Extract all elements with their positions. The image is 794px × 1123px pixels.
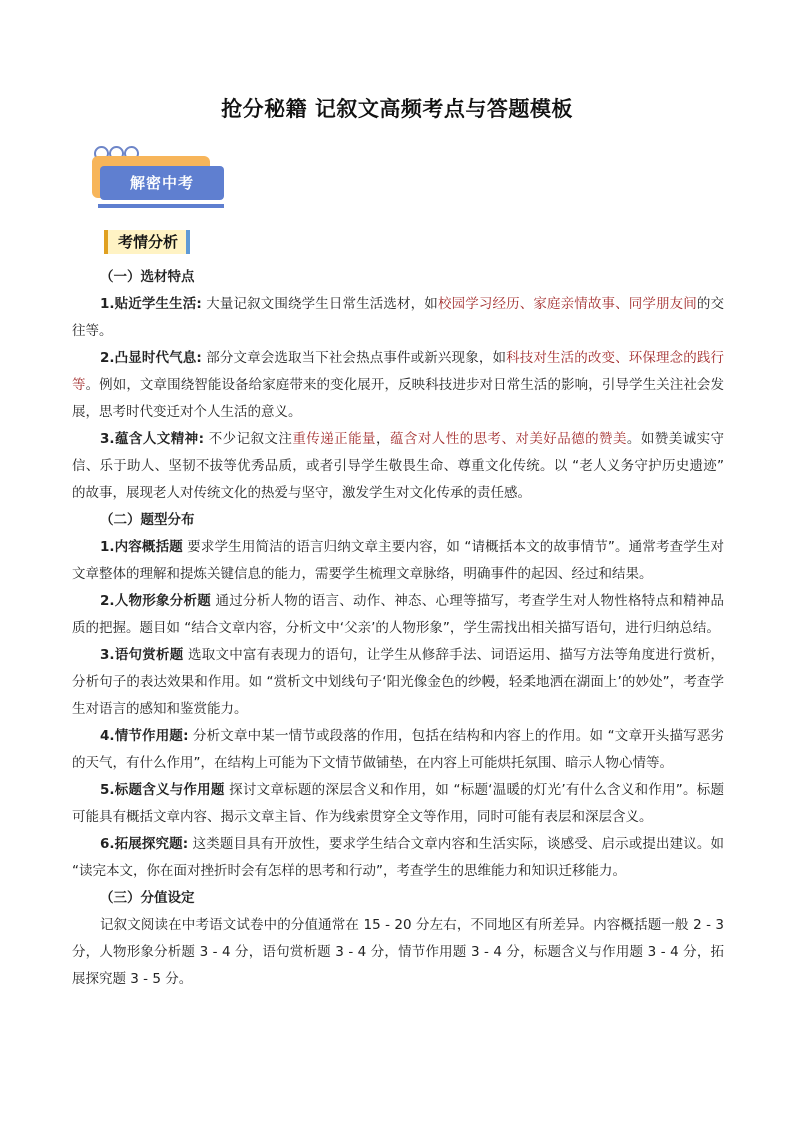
item-text: 部分文章会选取当下社会热点事件或新兴现象，如 xyxy=(201,350,507,366)
item-text: 探讨文章标题的深层含义和作用，如 “标题‘温暖的灯光’有什么含义和作用”。标题可能具有概括文章内容、揭示文章主旨、作为线索贯穿全文等作用，同时可能有表层和深层含义。 xyxy=(72,782,724,825)
subheading-score: （三）分值设定 xyxy=(100,890,195,906)
paragraph-item xyxy=(72,291,724,345)
item-text: 的交往等。 xyxy=(72,296,725,339)
paragraph-item xyxy=(72,588,724,642)
item-key: 3.语句赏析题 xyxy=(100,647,184,663)
item-text: 不少记叙文注 xyxy=(204,431,293,447)
item-text: 通过分析人物的语言、动作、神态、心理等描写，考查学生对人物性格特点和精神品质的把握。题目如 “结合文章内容，分析文中‘父亲’的人物形象”，学生需找出相关描写语句，进行归纳总结。 xyxy=(72,593,724,636)
paragraph-score: 记叙文阅读在中考语文试卷中的分值通常在 15 - 20 分左右，不同地区有所差异。内容概括题一般 2 - 3 分，人物形象分析题 3 - 4 分，语句赏析题 3 - 4 分，情节作用题 3 - 4 分，标题含义与作用题 3 - 4 分，拓展探究题 3 - 5 分。 xyxy=(72,917,724,987)
item-text: 。例如，文章围绕智能设备给家庭带来的变化展开，反映科技进步对日常生活的影响，引导学生关注社会发展，思考时代变迁对个人生活的意义。 xyxy=(72,377,725,420)
paragraph-item xyxy=(72,345,724,426)
item-text: 。如赞美诚实守信、乐于助人、坚韧不拔等优秀品质，或者引导学生敬畏生命、尊重文化传统。以 “老人义务守护历史遗迹” 的故事，展现老人对传统文化的热爱与坚守，激发学生对文化传承的责任感。 xyxy=(72,431,725,501)
highlight-text: 蕴含对人性的思考、对美好品德的赞美 xyxy=(389,431,627,447)
item-text: 这类题目具有开放性，要求学生结合文章内容和生活实际，谈感受、启示或提出建议。如 “读完本文，你在面对挫折时会有怎样的思考和行动”，考查学生的思维能力和知识迁移能力。 xyxy=(72,836,725,879)
section-label: 考情分析 xyxy=(104,230,190,254)
highlight-text: 科技对生活的改变、环保理念的践行等 xyxy=(72,350,725,393)
subheading-material: （一）选材特点 xyxy=(100,269,195,285)
document-body xyxy=(72,264,724,993)
item-key: 1.贴近学生生活: xyxy=(100,296,202,312)
item-text: 选取文中富有表现力的语句，让学生从修辞手法、词语运用、描写方法等角度进行赏析，分析句子的表达效果和作用。如 “赏析文中划线句子‘阳光像金色的纱幔，轻柔地洒在湖面上’的妙处”，考查学生对语言的感知和鉴赏能力。 xyxy=(72,647,724,717)
paragraph-item xyxy=(72,642,724,723)
highlight-text: 重传递正能量 xyxy=(292,431,376,447)
item-key: 2.凸显时代气息: xyxy=(100,350,202,366)
item-text: 大量记叙文围绕学生日常生活选材，如 xyxy=(201,296,438,312)
item-text: ， xyxy=(376,431,390,447)
paragraph-item xyxy=(72,534,724,588)
highlight-text: 校园学习经历、家庭亲情故事、同学朋友间 xyxy=(437,296,697,312)
section-badge xyxy=(92,146,224,212)
document-title: 抢分秘籍 记叙文高频考点与答题模板 xyxy=(221,97,573,121)
subheading-question-types: （二）题型分布 xyxy=(100,512,195,528)
item-key: 2.人物形象分析题 xyxy=(100,593,212,609)
item-key: 1.内容概括题 xyxy=(100,539,183,555)
paragraph-item xyxy=(72,777,724,831)
badge-label: 解密中考 xyxy=(100,166,224,200)
paragraph-item xyxy=(72,426,724,507)
paragraph-item xyxy=(72,831,724,885)
item-key: 3.蕴含人文精神: xyxy=(100,431,204,447)
item-key: 5.标题含义与作用题 xyxy=(100,782,225,798)
paragraph-item xyxy=(72,723,724,777)
item-text: 要求学生用简洁的语言归纳文章主要内容，如 “请概括本文的故事情节”。通常考查学生对文章整体的理解和提炼关键信息的能力，需要学生梳理文章脉络，明确事件的起因、经过和结果。 xyxy=(72,539,724,582)
badge-underline xyxy=(98,204,224,208)
item-key: 4.情节作用题: xyxy=(100,728,189,744)
item-key: 6.拓展探究题: xyxy=(100,836,189,852)
item-text: 分析文章中某一情节或段落的作用，包括在结构和内容上的作用。如 “文章开头描写恶劣的天气，有什么作用”，在结构上可能为下文情节做铺垫，在内容上可能烘托氛围、暗示人物心情等。 xyxy=(72,728,725,771)
